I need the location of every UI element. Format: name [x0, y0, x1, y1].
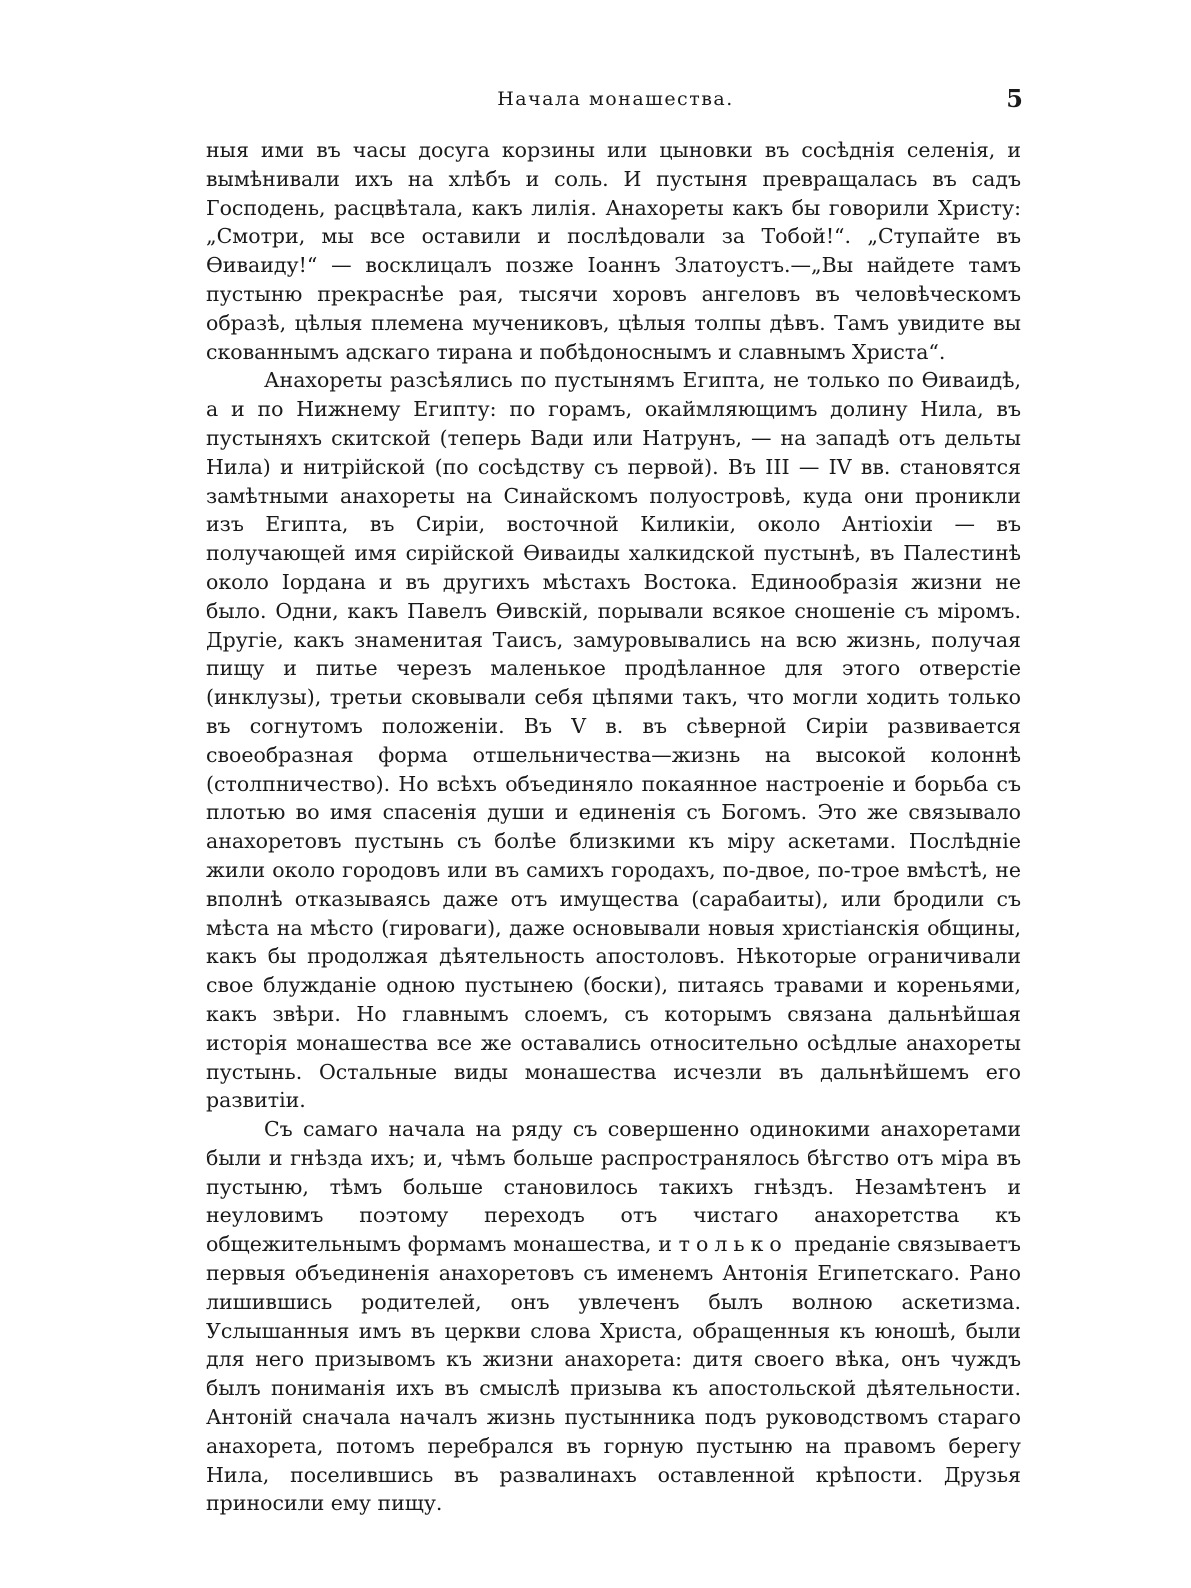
paragraph-text: Съ самаго начала на ряду съ совершенно одинокими анахоретами были и гнѣзда ихъ; и, чѣмъ больше распространялось бѣгство отъ міра въ пустыню, тѣмъ больше становилось такихъ гнѣздъ. Незамѣтенъ и неуловимъ поэтому переходъ отъ чистаго анахоретства къ общежительнымъ формамъ монашества, и	[206, 1117, 1021, 1257]
paragraph-text: преданіе связываетъ первыя объединенія анахоретовъ съ именемъ Антонія Египетскаго. Рано лишившись родителей, онъ увлеченъ былъ волною аскетизма. Услышанныя имъ въ церкви слова Христа, обращенныя къ юношѣ, были для него призывомъ къ жизни анахорета: дитя своего вѣка, онъ чуждъ былъ пониманія ихъ въ смыслѣ призыва къ апостольской дѣятельности. Антоній сначала началъ жизнь пустынника подъ руководствомъ стараго анахорета, потомъ перебрался въ горную пустыню на правомъ берегу Нила, поселившись въ развалинахъ оставленной крѣпости. Друзья приносили ему пищу.	[206, 1232, 1021, 1516]
running-head	[208, 84, 1023, 118]
page-number: 5	[1006, 84, 1023, 113]
emphasized-word: только	[678, 1232, 788, 1257]
body-text	[206, 136, 1021, 1518]
chapter-title: Начала монашества.	[497, 88, 734, 110]
paragraph-continued: ныя ими въ часы досуга корзины или цыновки въ сосѣднія селенія, и вымѣнивали ихъ на хлѣбъ и соль. И пустыня превращалась въ садъ Господень, расцвѣтала, какъ лилія. Анахореты какъ бы говорили Христу: „Смотри, мы все оставили и послѣдовали за Тобой!“. „Ступайте въ Ѳиваиду!“ — восклицалъ позже Іоаннъ Златоустъ.—„Вы найдете тамъ пустыню прекраснѣе рая, тысячи хоровъ ангеловъ въ человѣческомъ образѣ, цѣлыя племена мучениковъ, цѣлыя толпы дѣвъ. Тамъ увидите вы скованнымъ адскаго тирана и побѣдоноснымъ и славнымъ Христа“.	[206, 138, 1021, 364]
paragraph: Анахореты разсѣялись по пустынямъ Египта, не только по Ѳиваидѣ, а и по Нижнему Египту: по горамъ, окаймляющимъ долину Нила, въ пустыняхъ скитской (теперь Вади или Натрунъ, — на западѣ отъ дельты Нила) и нитрійской (по сосѣдству съ первой). Въ III — IV вв. становятся замѣтными анахореты на Синайскомъ полуостровѣ, куда они проникли изъ Египта, въ Сиріи, восточной Киликіи, около Антіохіи — въ получающей имя сирійской Ѳиваиды халкидской пустынѣ, въ Палестинѣ около Іордана и въ другихъ мѣстахъ Востока. Единообразія жизни не было. Одни, какъ Павелъ Ѳивскій, порывали всякое сношеніе съ міромъ. Другіе, какъ знаменитая Таисъ, замуровывались на всю жизнь, получая пищу и питье черезъ маленькое продѣланное для этого отверстіе (инклузы), третьи сковывали себя цѣпями такъ, что могли ходить только въ согнутомъ положеніи. Въ V в. въ сѣверной Сиріи развивается своеобразная форма отшельничества—жизнь на высокой колоннѣ (столпничество). Но всѣхъ объединяло покаянное настроеніе и борьба съ плотью во имя спасенія души и единенія съ Богомъ. Это же связывало анахоретовъ пустынь съ болѣе близкими къ міру аскетами. Послѣдніе жили около городовъ или въ самихъ городахъ, по-двое, по-трое вмѣстѣ, не вполнѣ отказываясь даже отъ имущества (сарабаиты), или бродили съ мѣста на мѣсто (гироваги), даже основывали новыя христіанскія общины, какъ бы продолжая дѣятельность апостоловъ. Нѣкоторые ограничивали свое блужданіе одною пустынею (боски), питаясь травами и кореньями, какъ звѣри. Но главнымъ слоемъ, съ которымъ связана дальнѣйшая исторія монашества все же оставались относительно осѣдлые анахореты пустынь. Остальные виды монашества исчезли въ дальнѣйшемъ его развитіи.	[206, 368, 1021, 1113]
paragraph	[206, 1115, 1021, 1518]
